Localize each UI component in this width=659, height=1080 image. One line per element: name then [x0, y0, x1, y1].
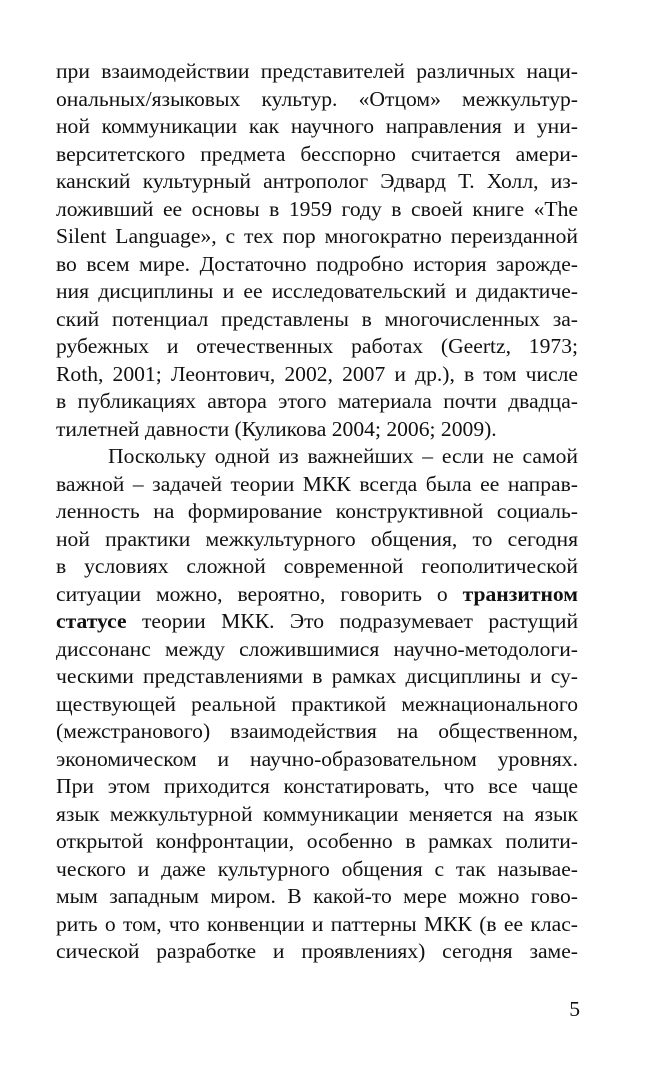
text-line — [56, 581, 578, 609]
text-line: ния дисциплины и ее исследовательский и дидактиче- — [56, 279, 578, 303]
text-line: ной коммуникации как научного направления и уни- — [56, 114, 578, 138]
text-line: в условиях сложной современной геополитической — [56, 554, 578, 578]
text-line: ский потенциал представлены в многочисленных за- — [56, 306, 578, 331]
text-line: экономическом и научно-образовательном уровнях. — [56, 746, 578, 771]
bold-term: транзитном — [462, 581, 578, 606]
text-line: во всем мире. Достаточно подробно история зарожде- — [56, 251, 578, 276]
text-line: Roth, 2001; Леонтович, 2002, 2007 и др.), в том числе — [56, 361, 578, 386]
text-line: в публикациях автора этого материала почти двадца- — [56, 389, 578, 413]
bold-term: статусе — [56, 609, 127, 633]
text-run: ситуации можно, вероятно, говорить о — [56, 581, 463, 606]
text-line: ческими представлениями в рамках дисциплины и су- — [56, 664, 578, 688]
text-line: ложивший ее основы в 1959 году в своей книге «The — [56, 196, 578, 221]
text-line: ческого и даже культурного общения с так называе- — [56, 856, 578, 881]
text-line: ленность на формирование конструктивной социаль- — [56, 499, 578, 523]
text-line: Silent Language», с тех пор многократно переизданной — [56, 224, 578, 248]
text-line: верситетского предмета бесспорно считается амери- — [56, 141, 578, 166]
text-line — [56, 608, 578, 636]
page-number: 5 — [569, 997, 580, 1021]
text-line: (межстранового) взаимодействия на общественном, — [56, 719, 578, 743]
text-line: сической разработке и проявлениях) сегодня заме- — [56, 939, 578, 963]
body-text — [56, 58, 578, 966]
text-line: мым западным миром. В какой-то мере можно гово- — [56, 884, 578, 908]
text-line: ной практики межкультурного общения, то сегодня — [56, 526, 578, 551]
text-line: Поскольку одной из важнейших – если не самой — [108, 444, 578, 468]
text-run: теории МКК. Это подразумевает растущий — [126, 609, 578, 633]
text-line: тилетней давности (Куликова 2004; 2006; 2009). — [56, 416, 497, 441]
text-line: открытой конфронтации, особенно в рамках полити- — [56, 829, 578, 853]
text-line: канский культурный антрополог Эдвард Т. Холл, из- — [56, 169, 578, 193]
page-body — [56, 58, 578, 966]
text-line: язык межкультурной коммуникации меняется на язык — [56, 801, 578, 826]
text-line: важной – задачей теории МКК всегда была ее направ- — [56, 471, 578, 496]
text-line: При этом приходится констатировать, что все чаще — [56, 774, 578, 798]
text-line: ональных/языковых культур. «Отцом» межкультур- — [56, 86, 578, 111]
text-line: рить о том, что конвенции и паттерны МКК (в ее клас- — [56, 911, 578, 936]
text-line: при взаимодействии представителей различных наци- — [56, 59, 578, 83]
text-line: ществующей реальной практикой межнационального — [56, 691, 578, 716]
text-line: диссонанс между сложившимися научно-методологи- — [56, 636, 578, 661]
text-line: рубежных и отечественных работах (Geertz, 1973; — [56, 334, 578, 358]
